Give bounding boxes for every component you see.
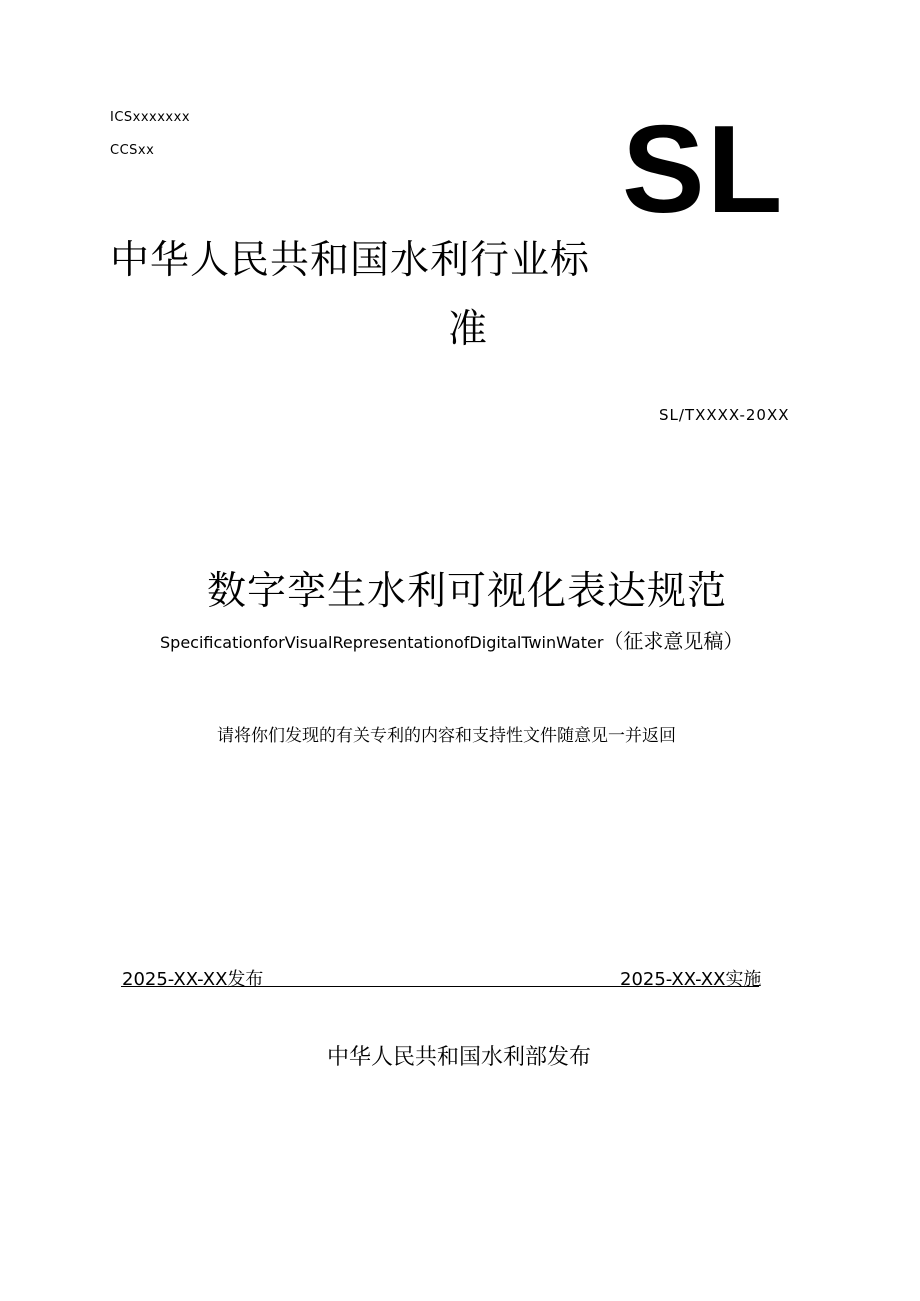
document-title: 数字孪生水利可视化表达规范 xyxy=(207,569,728,614)
issuer: 中华人民共和国水利部发布 xyxy=(327,1045,592,1070)
standard-type-line-1: 中华人民共和国水利行业标 xyxy=(110,238,591,283)
date-divider xyxy=(121,986,759,987)
standard-number: SL/TXXXX-20XX xyxy=(659,406,790,424)
publish-date: 2025-XX-XX发布 xyxy=(122,969,264,990)
document-subtitle xyxy=(160,625,743,654)
patent-notice: 请将你们发现的有关专利的内容和支持性文件随意见一并返回 xyxy=(217,726,676,746)
standard-type-line-2: 准 xyxy=(448,307,488,352)
subtitle-english: SpecificationforVisualRepresentationofDigitalTwinWater xyxy=(160,633,604,652)
ics-code: ICSxxxxxxx xyxy=(110,110,191,125)
ccs-code: CCSxx xyxy=(110,143,155,158)
sl-logo: SL xyxy=(622,101,785,239)
implement-date: 2025-XX-XX实施 xyxy=(620,969,762,990)
subtitle-status: （征求意见稿） xyxy=(603,629,744,653)
